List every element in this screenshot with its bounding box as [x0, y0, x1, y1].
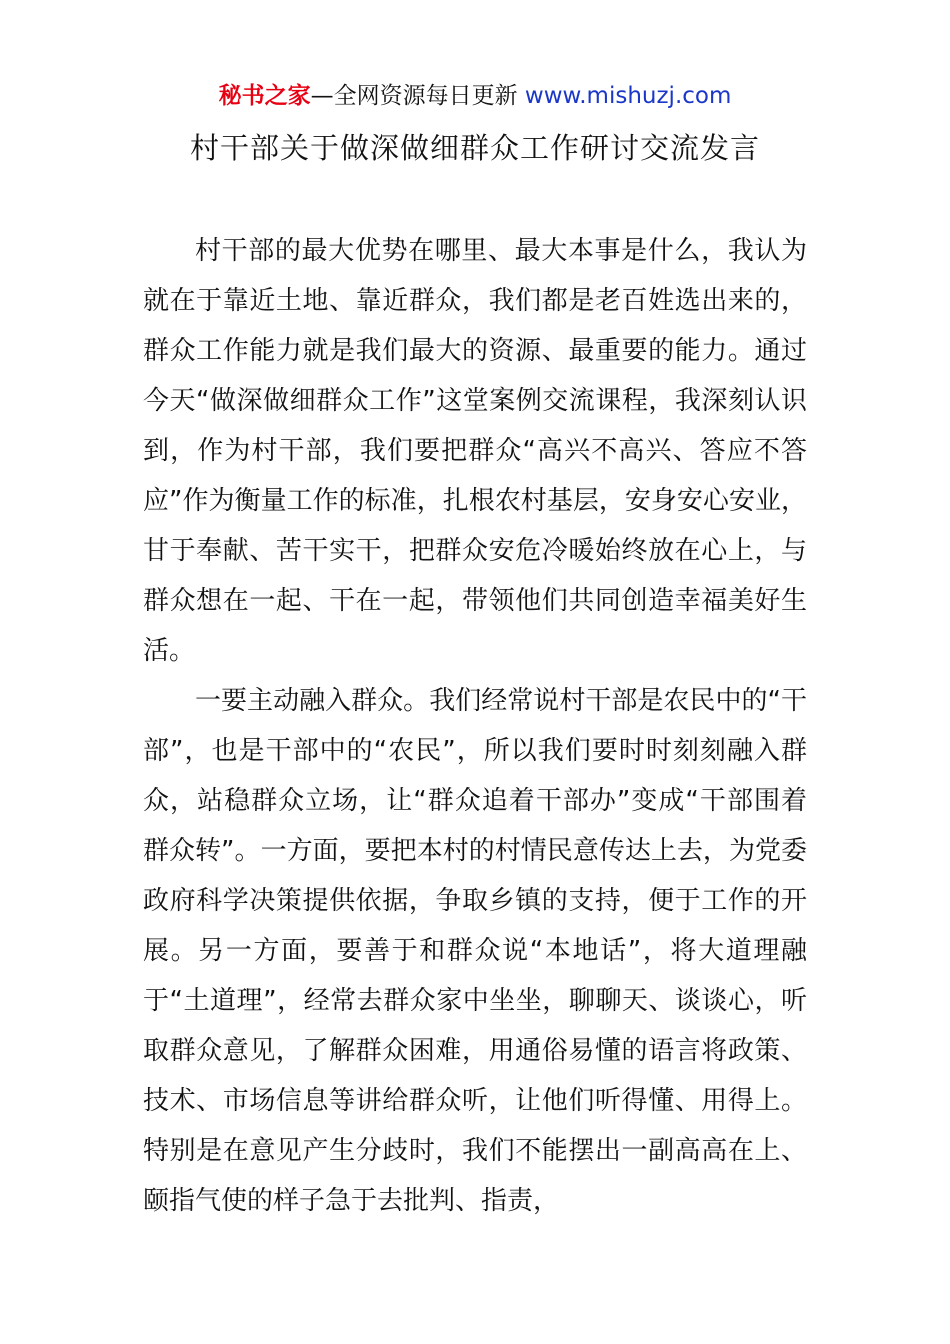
brand-name: 秘书之家	[218, 83, 311, 109]
document-body	[143, 226, 807, 1226]
site-header	[0, 80, 950, 112]
paragraph-point-one: 一要主动融入群众。我们经常说村干部是农民中的“干部”，也是干部中的“农民”，所以我们要时时刻刻融入群众，站稳群众立场，让“群众追着干部办”变成“干部围着群众转”。一方面，要把本村的村情民意传达上去，为党委政府科学决策提供依据，争取乡镇的支持，便于工作的开展。另一方面，要善于和群众说“本地话”，将大道理融于“土道理”，经常去群众家中坐坐，聊聊天、谈谈心，听取群众意见，了解群众困难，用通俗易懂的语言将政策、技术、市场信息等讲给群众听，让他们听得懂、用得上。特别是在意见产生分歧时，我们不能摆出一副高高在上、颐指气使的样子急于去批判、指责，	[143, 686, 807, 1216]
paragraph-intro: 村干部的最大优势在哪里、最大本事是什么，我认为就在于靠近土地、靠近群众，我们都是老百姓选出来的，群众工作能力就是我们最大的资源、最重要的能力。通过今天“做深做细群众工作”这堂案例交流课程，我深刻认识到，作为村干部，我们要把群众“高兴不高兴、答应不答应”作为衡量工作的标准，扎根农村基层，安身安心安业，甘于奉献、苦干实干，把群众安危冷暖始终放在心上，与群众想在一起、干在一起，带领他们共同创造幸福美好生活。	[143, 236, 807, 666]
document-title: 村干部关于做深做细群众工作研讨交流发言	[189, 131, 760, 165]
header-tagline: —全网资源每日更新	[310, 83, 518, 109]
site-url-link[interactable]: www.mishuzj.com	[524, 83, 732, 109]
